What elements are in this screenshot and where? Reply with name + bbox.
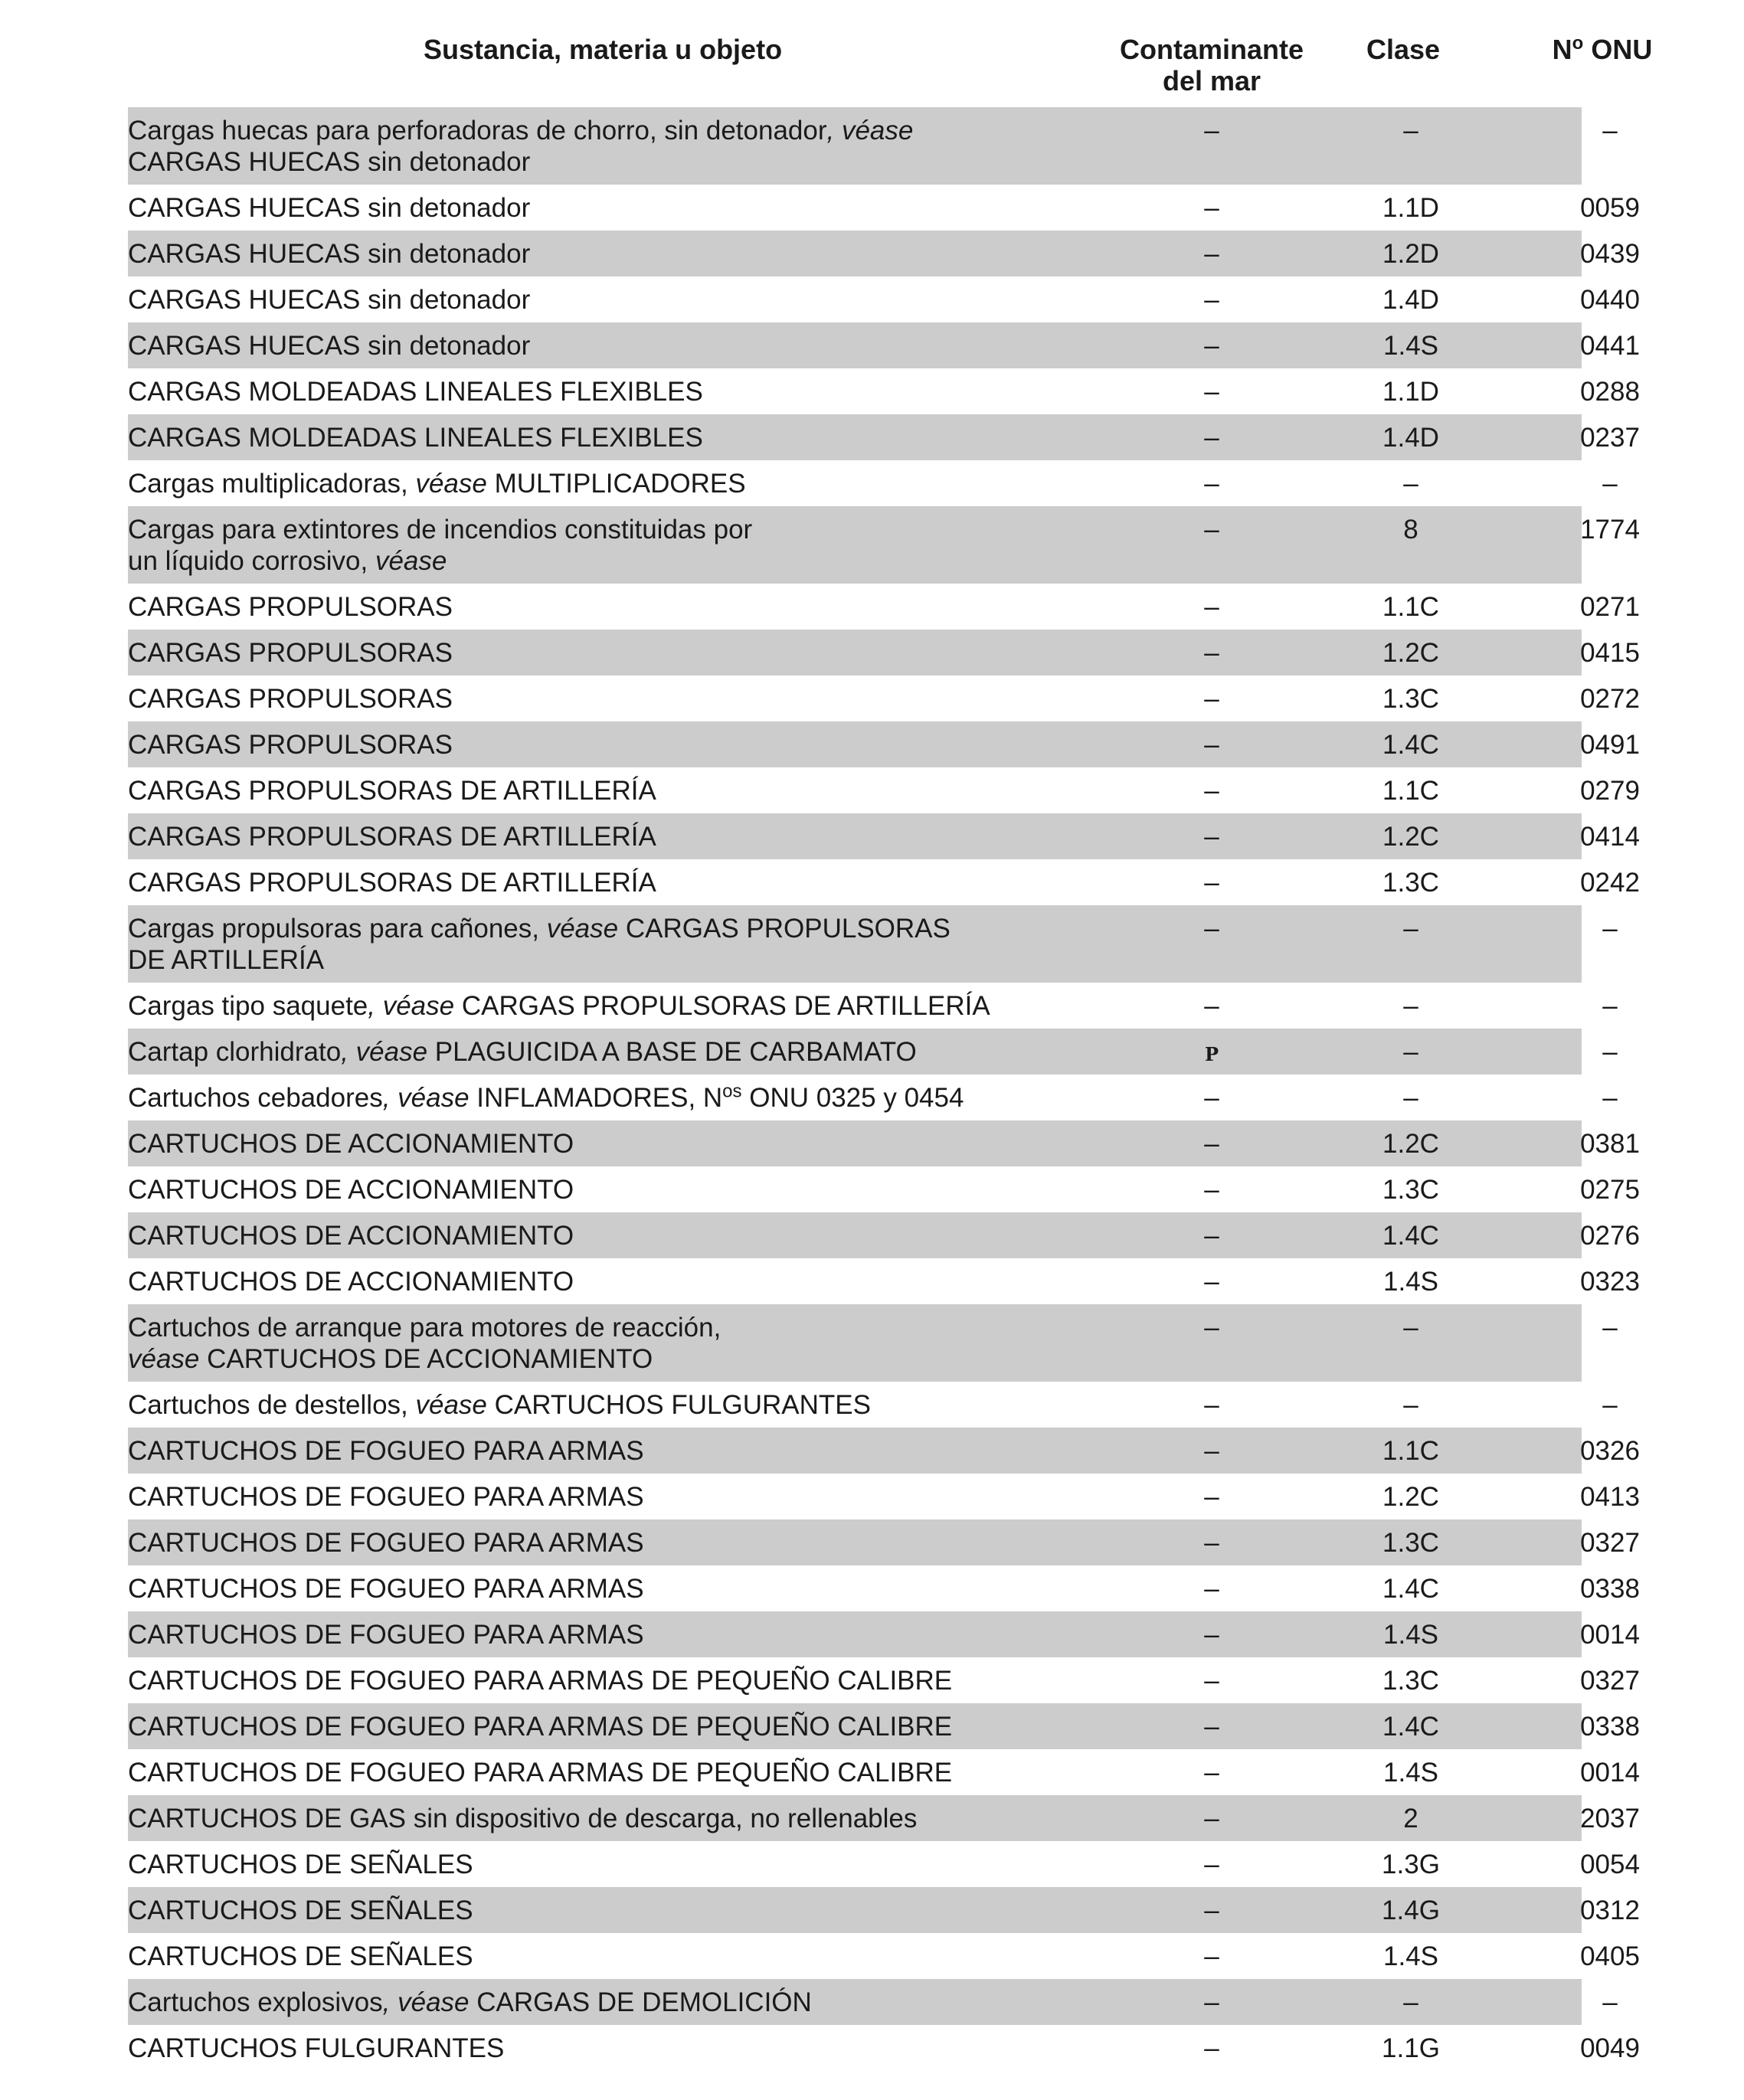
substance-text: PLAGUICIDA A BASE DE CARBAMATO bbox=[427, 1037, 917, 1067]
table-row bbox=[128, 276, 1640, 322]
marine-pollutant-value: – bbox=[1204, 822, 1219, 852]
marine-pollutant-value: – bbox=[1204, 1574, 1219, 1604]
cell-substance bbox=[128, 468, 1085, 499]
substance-text: MULTIPLICADORES bbox=[486, 469, 746, 499]
substance-text: CARTUCHOS DE FOGUEO PARA ARMAS bbox=[128, 1620, 644, 1650]
cell-un-number: 0271 bbox=[1580, 592, 1640, 622]
marine-pollutant-value: – bbox=[1204, 1221, 1219, 1251]
table-row bbox=[128, 1212, 1640, 1258]
cell-class: 1.2C bbox=[1382, 822, 1439, 852]
substance-text: Cargas propulsoras para cañones, bbox=[128, 914, 547, 944]
cell-un-number: – bbox=[1602, 1037, 1618, 1067]
marine-pollutant-value: – bbox=[1204, 914, 1219, 944]
table-row bbox=[128, 905, 1618, 983]
header-class: Clase bbox=[1366, 34, 1441, 65]
table-header bbox=[128, 0, 1653, 107]
cell-substance bbox=[128, 1573, 1085, 1604]
cell-class: 1.4S bbox=[1383, 1758, 1438, 1788]
cell-substance bbox=[128, 115, 1085, 178]
table-row bbox=[128, 584, 1640, 630]
table-row bbox=[128, 675, 1640, 721]
table-row bbox=[128, 1474, 1640, 1519]
marine-pollutant-mark: P bbox=[1204, 1043, 1219, 1065]
cell-substance bbox=[128, 729, 1085, 761]
substance-text: CARTUCHOS DE FOGUEO PARA ARMAS DE PEQUEÑO CALIBRE bbox=[128, 1666, 953, 1696]
cell-class: 1.3C bbox=[1382, 1666, 1439, 1696]
cell-substance bbox=[128, 1619, 1085, 1650]
marine-pollutant-value: – bbox=[1204, 1758, 1219, 1788]
marine-pollutant-value: – bbox=[1204, 684, 1219, 714]
header-marine-line2: del mar bbox=[1162, 65, 1261, 96]
cell-class: 1.4C bbox=[1382, 1221, 1439, 1251]
table-row bbox=[128, 983, 1618, 1029]
substance-text: CARTUCHOS DE FOGUEO PARA ARMAS bbox=[128, 1574, 644, 1604]
cell-substance bbox=[128, 514, 1085, 577]
cell-substance bbox=[128, 1895, 1085, 1926]
table-row bbox=[128, 1166, 1640, 1212]
cell-class: 1.4S bbox=[1383, 1941, 1438, 1971]
marine-pollutant-value: – bbox=[1204, 1712, 1219, 1742]
substance-text: un líquido corrosivo, bbox=[128, 546, 375, 576]
marine-pollutant-value: – bbox=[1204, 1987, 1219, 2017]
cell-substance bbox=[128, 1266, 1085, 1297]
cell-un-number: 0242 bbox=[1580, 868, 1640, 898]
cell-class: – bbox=[1403, 914, 1418, 944]
header-un-suffix: ONU bbox=[1583, 34, 1653, 65]
marine-pollutant-value: – bbox=[1204, 1175, 1219, 1205]
cell-class: – bbox=[1403, 1037, 1418, 1067]
marine-pollutant-value: – bbox=[1204, 592, 1219, 622]
cell-un-number: 0326 bbox=[1580, 1436, 1640, 1466]
cell-un-number: 0491 bbox=[1580, 730, 1640, 760]
cell-substance bbox=[128, 591, 1085, 623]
table-row bbox=[128, 1029, 1618, 1075]
cell-substance bbox=[128, 990, 1085, 1022]
marine-pollutant-value: – bbox=[1204, 1129, 1219, 1159]
cell-substance bbox=[128, 913, 1085, 976]
cell-class: 1.4S bbox=[1383, 1620, 1438, 1650]
table-body bbox=[128, 107, 1640, 2071]
cell-class: 1.2C bbox=[1382, 638, 1439, 668]
cell-substance bbox=[128, 1711, 1085, 1742]
cell-class: – bbox=[1403, 1083, 1418, 1113]
marine-pollutant-value: – bbox=[1204, 2033, 1219, 2063]
cell-substance bbox=[128, 1665, 1085, 1696]
cell-un-number: 0014 bbox=[1580, 1620, 1640, 1650]
marine-pollutant-value: – bbox=[1204, 1804, 1219, 1833]
marine-pollutant-value: – bbox=[1204, 1436, 1219, 1466]
substance-text: CARGAS MOLDEADAS LINEALES FLEXIBLES bbox=[128, 423, 703, 453]
marine-pollutant-value: – bbox=[1204, 469, 1219, 499]
italic-text: véase bbox=[415, 469, 487, 499]
cell-substance bbox=[128, 1128, 1085, 1160]
cell-substance bbox=[128, 1036, 1085, 1068]
cell-substance bbox=[128, 1435, 1085, 1467]
cell-class: 1.3C bbox=[1382, 684, 1439, 714]
substance-text: CARTUCHOS DE SEÑALES bbox=[128, 1850, 473, 1879]
marine-pollutant-value: – bbox=[1204, 377, 1219, 407]
cell-substance bbox=[128, 376, 1085, 407]
marine-pollutant-value: – bbox=[1204, 193, 1219, 223]
table-row bbox=[128, 1933, 1640, 1979]
table-row bbox=[128, 107, 1618, 185]
italic-text: véase bbox=[546, 914, 619, 944]
cell-class: 8 bbox=[1403, 515, 1418, 545]
substance-text: CARGAS PROPULSORAS bbox=[128, 684, 453, 714]
cell-un-number: 0440 bbox=[1580, 285, 1640, 315]
substance-text: CARGAS HUECAS sin detonador bbox=[128, 193, 531, 223]
cell-class: 1.1D bbox=[1382, 193, 1439, 223]
table-row bbox=[128, 1703, 1640, 1749]
cell-substance bbox=[128, 1312, 1085, 1375]
substance-text: CARGAS HUECAS sin detonador bbox=[128, 331, 531, 361]
italic-text: véase bbox=[375, 546, 447, 576]
table-row bbox=[128, 1382, 1618, 1428]
cell-substance bbox=[128, 330, 1085, 361]
table-row bbox=[128, 1887, 1640, 1933]
substance-text: CARGAS MOLDEADAS LINEALES FLEXIBLES bbox=[128, 377, 703, 407]
substance-text: Cargas tipo saquete bbox=[128, 991, 368, 1021]
substance-text: CARTUCHOS DE GAS sin dispositivo de descarga, no rellenables bbox=[128, 1804, 918, 1833]
cell-substance bbox=[128, 1987, 1085, 2018]
marine-pollutant-value: – bbox=[1204, 331, 1219, 361]
table-row bbox=[128, 1120, 1640, 1166]
table-row bbox=[128, 1795, 1640, 1841]
table-row bbox=[128, 1749, 1640, 1795]
cell-class: 1.4S bbox=[1383, 331, 1438, 361]
cell-class: 1.4C bbox=[1382, 1574, 1439, 1604]
substance-text: CARTUCHOS FULGURANTES bbox=[128, 2033, 505, 2063]
cell-class: – bbox=[1403, 116, 1418, 146]
marine-pollutant-value: – bbox=[1204, 1941, 1219, 1971]
substance-text: Cargas para extintores de incendios constituidas por bbox=[128, 515, 753, 545]
substance-text: Cartap clorhidrato bbox=[128, 1037, 342, 1067]
cell-un-number: 0276 bbox=[1580, 1221, 1640, 1251]
substance-text: INFLAMADORES, N bbox=[469, 1083, 723, 1113]
cell-class: 1.2C bbox=[1382, 1129, 1439, 1159]
table-row bbox=[128, 1565, 1640, 1611]
substance-text: CARTUCHOS DE ACCIONAMIENTO bbox=[128, 1221, 574, 1251]
cell-un-number: 0415 bbox=[1580, 638, 1640, 668]
cell-class: 1.4C bbox=[1382, 1712, 1439, 1742]
marine-pollutant-value: – bbox=[1204, 116, 1219, 146]
italic-text: , véase bbox=[341, 1037, 428, 1067]
marine-pollutant-value: – bbox=[1204, 1528, 1219, 1558]
marine-pollutant-value: – bbox=[1204, 1390, 1219, 1420]
cell-substance bbox=[128, 2033, 1085, 2064]
table-row bbox=[128, 1657, 1640, 1703]
substance-text: CARTUCHOS DE FOGUEO PARA ARMAS bbox=[128, 1436, 644, 1466]
cell-un-number: – bbox=[1602, 1083, 1618, 1113]
table-row bbox=[128, 185, 1640, 231]
cell-class: 1.1G bbox=[1382, 2033, 1440, 2063]
table-row bbox=[128, 1979, 1618, 2025]
cell-substance bbox=[128, 821, 1085, 852]
table-row bbox=[128, 1304, 1618, 1382]
substance-text: CARTUCHOS FULGURANTES bbox=[486, 1390, 871, 1420]
table-row bbox=[128, 630, 1640, 675]
table-row bbox=[128, 1075, 1618, 1120]
cell-class: 1.4D bbox=[1382, 423, 1439, 453]
cell-class: 1.3C bbox=[1382, 1175, 1439, 1205]
dangerous-goods-index-table bbox=[128, 0, 1653, 2071]
cell-class: – bbox=[1403, 1390, 1418, 1420]
cell-un-number: – bbox=[1602, 914, 1618, 944]
cell-class: 1.2C bbox=[1382, 1482, 1439, 1512]
cell-un-number: 0413 bbox=[1580, 1482, 1640, 1512]
cell-substance bbox=[128, 238, 1085, 270]
substance-text: CARTUCHOS DE ACCIONAMIENTO bbox=[128, 1129, 574, 1159]
cell-class: 1.1C bbox=[1382, 592, 1439, 622]
table-row bbox=[128, 721, 1640, 767]
cell-un-number: – bbox=[1602, 1313, 1618, 1343]
cell-substance bbox=[128, 1082, 1085, 1114]
cell-class: 1.3C bbox=[1382, 1528, 1439, 1558]
cell-un-number: 0439 bbox=[1580, 239, 1640, 269]
table-row bbox=[128, 859, 1640, 905]
cell-class: 1.4D bbox=[1382, 285, 1439, 315]
cell-substance bbox=[128, 422, 1085, 453]
header-un-sup: o bbox=[1572, 33, 1584, 54]
cell-un-number: 1774 bbox=[1580, 515, 1640, 545]
cell-un-number: 0059 bbox=[1580, 193, 1640, 223]
superscript-text: os bbox=[722, 1081, 742, 1102]
substance-text: CARTUCHOS DE SEÑALES bbox=[128, 1896, 473, 1925]
substance-text: Cartuchos cebadores bbox=[128, 1083, 383, 1113]
cell-class: – bbox=[1403, 1313, 1418, 1343]
cell-un-number: 0275 bbox=[1580, 1175, 1640, 1205]
substance-text: CARGAS PROPULSORAS DE ARTILLERÍA bbox=[128, 822, 656, 852]
substance-text: CARGAS HUECAS sin detonador bbox=[128, 239, 531, 269]
cell-un-number: 0323 bbox=[1580, 1267, 1640, 1297]
cell-class: 2 bbox=[1403, 1804, 1418, 1833]
substance-text: Cargas huecas para perforadoras de chorro, sin detonador bbox=[128, 116, 827, 146]
table-row bbox=[128, 368, 1640, 414]
cell-substance bbox=[128, 867, 1085, 898]
cell-class: 1.4C bbox=[1382, 730, 1439, 760]
marine-pollutant-value: – bbox=[1204, 868, 1219, 898]
cell-un-number: 2037 bbox=[1580, 1804, 1640, 1833]
substance-text: CARGAS PROPULSORAS DE ARTILLERÍA bbox=[128, 776, 656, 806]
table-row bbox=[128, 1258, 1640, 1304]
cell-class: 1.3G bbox=[1382, 1850, 1440, 1879]
table-row bbox=[128, 1611, 1640, 1657]
cell-un-number: 0381 bbox=[1580, 1129, 1640, 1159]
substance-text: Cartuchos de arranque para motores de reacción, bbox=[128, 1313, 721, 1343]
table-row bbox=[128, 506, 1640, 584]
table-row bbox=[128, 813, 1640, 859]
header-un-prefix: N bbox=[1552, 34, 1572, 65]
cell-un-number: 0272 bbox=[1580, 684, 1640, 714]
table-row bbox=[128, 414, 1640, 460]
substance-text: Cartuchos de destellos, bbox=[128, 1390, 416, 1420]
substance-text: CARGAS PROPULSORAS bbox=[128, 592, 453, 622]
marine-pollutant-value: – bbox=[1204, 1313, 1219, 1343]
cell-substance bbox=[128, 1757, 1085, 1788]
italic-text: , véase bbox=[382, 1083, 470, 1113]
marine-pollutant-value: – bbox=[1204, 1267, 1219, 1297]
substance-text: Cargas multiplicadoras, bbox=[128, 469, 416, 499]
substance-text: CARTUCHOS DE SEÑALES bbox=[128, 1941, 473, 1971]
table-row bbox=[128, 1519, 1640, 1565]
marine-pollutant-value: – bbox=[1204, 1620, 1219, 1650]
substance-text: CARTUCHOS DE FOGUEO PARA ARMAS bbox=[128, 1528, 644, 1558]
cell-substance bbox=[128, 1220, 1085, 1251]
substance-text: CARGAS PROPULSORAS bbox=[128, 730, 453, 760]
cell-un-number: 0414 bbox=[1580, 822, 1640, 852]
cell-substance bbox=[128, 775, 1085, 806]
cell-class: 1.1C bbox=[1382, 776, 1439, 806]
cell-class: 1.1C bbox=[1382, 1436, 1439, 1466]
table-row bbox=[128, 231, 1640, 276]
cell-substance bbox=[128, 1389, 1085, 1421]
marine-pollutant-value: – bbox=[1204, 423, 1219, 453]
cell-un-number: – bbox=[1602, 1390, 1618, 1420]
cell-un-number: 0312 bbox=[1580, 1896, 1640, 1925]
cell-substance bbox=[128, 1527, 1085, 1559]
table-row bbox=[128, 767, 1640, 813]
substance-text: Cartuchos explosivos bbox=[128, 1987, 383, 2017]
cell-un-number: – bbox=[1602, 469, 1618, 499]
cell-substance bbox=[128, 284, 1085, 316]
substance-text: CARTUCHOS DE ACCIONAMIENTO bbox=[128, 1267, 574, 1297]
substance-text: CARTUCHOS DE ACCIONAMIENTO bbox=[199, 1344, 653, 1374]
table-row bbox=[128, 460, 1618, 506]
marine-pollutant-value: – bbox=[1204, 638, 1219, 668]
cell-class: 1.1D bbox=[1382, 377, 1439, 407]
cell-un-number: 0279 bbox=[1580, 776, 1640, 806]
cell-un-number: 0441 bbox=[1580, 331, 1640, 361]
table-row bbox=[128, 322, 1640, 368]
table-row bbox=[128, 1428, 1640, 1474]
cell-un-number: – bbox=[1602, 116, 1618, 146]
cell-substance bbox=[128, 1174, 1085, 1205]
cell-class: – bbox=[1403, 1987, 1418, 2017]
substance-text: CARGAS PROPULSORAS DE ARTILLERÍA bbox=[454, 991, 990, 1021]
substance-text: ONU 0325 y 0454 bbox=[741, 1083, 964, 1113]
cell-un-number: 0054 bbox=[1580, 1850, 1640, 1879]
cell-class: 1.4S bbox=[1383, 1267, 1438, 1297]
cell-un-number: 0405 bbox=[1580, 1941, 1640, 1971]
italic-text: véase bbox=[415, 1390, 487, 1420]
cell-un-number: 0338 bbox=[1580, 1712, 1640, 1742]
marine-pollutant-value: – bbox=[1204, 515, 1219, 545]
cell-substance bbox=[128, 683, 1085, 715]
marine-pollutant-value: – bbox=[1204, 991, 1219, 1021]
cell-un-number: 0338 bbox=[1580, 1574, 1640, 1604]
substance-text: CARTUCHOS DE FOGUEO PARA ARMAS bbox=[128, 1482, 644, 1512]
cell-substance bbox=[128, 1941, 1085, 1972]
marine-pollutant-value: – bbox=[1204, 239, 1219, 269]
substance-text: DE ARTILLERÍA bbox=[128, 945, 325, 975]
substance-text: CARGAS PROPULSORAS DE ARTILLERÍA bbox=[128, 868, 656, 898]
cell-un-number: 0014 bbox=[1580, 1758, 1640, 1788]
cell-un-number: 0327 bbox=[1580, 1666, 1640, 1696]
cell-class: 1.4G bbox=[1382, 1896, 1440, 1925]
cell-substance bbox=[128, 1481, 1085, 1513]
substance-text: CARGAS PROPULSORAS bbox=[618, 914, 951, 944]
cell-un-number: 0049 bbox=[1580, 2033, 1640, 2063]
header-substance: Sustancia, materia u objeto bbox=[423, 34, 783, 65]
marine-pollutant-value: – bbox=[1204, 1666, 1219, 1696]
marine-pollutant-value: – bbox=[1204, 285, 1219, 315]
cell-class: 1.2D bbox=[1382, 239, 1439, 269]
italic-text: , véase bbox=[382, 1987, 470, 2017]
italic-text: véase bbox=[128, 1344, 200, 1374]
italic-text: , véase bbox=[368, 991, 455, 1021]
table-row bbox=[128, 2025, 1640, 2071]
marine-pollutant-value: – bbox=[1204, 1083, 1219, 1113]
cell-substance bbox=[128, 1849, 1085, 1880]
cell-substance bbox=[128, 1803, 1085, 1834]
marine-pollutant-value: – bbox=[1204, 1896, 1219, 1925]
substance-text: CARTUCHOS DE FOGUEO PARA ARMAS DE PEQUEÑO CALIBRE bbox=[128, 1758, 953, 1788]
cell-un-number: 0327 bbox=[1580, 1528, 1640, 1558]
substance-text: CARGAS PROPULSORAS bbox=[128, 638, 453, 668]
marine-pollutant-value: – bbox=[1204, 730, 1219, 760]
cell-substance bbox=[128, 192, 1085, 224]
substance-text: CARGAS HUECAS sin detonador bbox=[128, 285, 531, 315]
cell-class: – bbox=[1403, 469, 1418, 499]
marine-pollutant-value: – bbox=[1204, 1482, 1219, 1512]
cell-un-number: 0237 bbox=[1580, 423, 1640, 453]
header-un-number bbox=[1468, 34, 1736, 65]
substance-text: CARGAS DE DEMOLICIÓN bbox=[469, 1987, 812, 2017]
substance-text: CARGAS HUECAS sin detonador bbox=[128, 147, 531, 177]
cell-class: 1.3C bbox=[1382, 868, 1439, 898]
cell-un-number: 0288 bbox=[1580, 377, 1640, 407]
cell-substance bbox=[128, 637, 1085, 669]
substance-text: CARTUCHOS DE FOGUEO PARA ARMAS DE PEQUEÑO CALIBRE bbox=[128, 1712, 953, 1742]
header-marine-line1: Contaminante bbox=[1119, 34, 1304, 65]
cell-class: – bbox=[1403, 991, 1418, 1021]
cell-un-number: – bbox=[1602, 1987, 1618, 2017]
table-row bbox=[128, 1841, 1640, 1887]
cell-un-number: – bbox=[1602, 991, 1618, 1021]
substance-text: CARTUCHOS DE ACCIONAMIENTO bbox=[128, 1175, 574, 1205]
marine-pollutant-value: – bbox=[1204, 776, 1219, 806]
italic-text: , véase bbox=[826, 116, 914, 146]
marine-pollutant-value: – bbox=[1204, 1850, 1219, 1879]
